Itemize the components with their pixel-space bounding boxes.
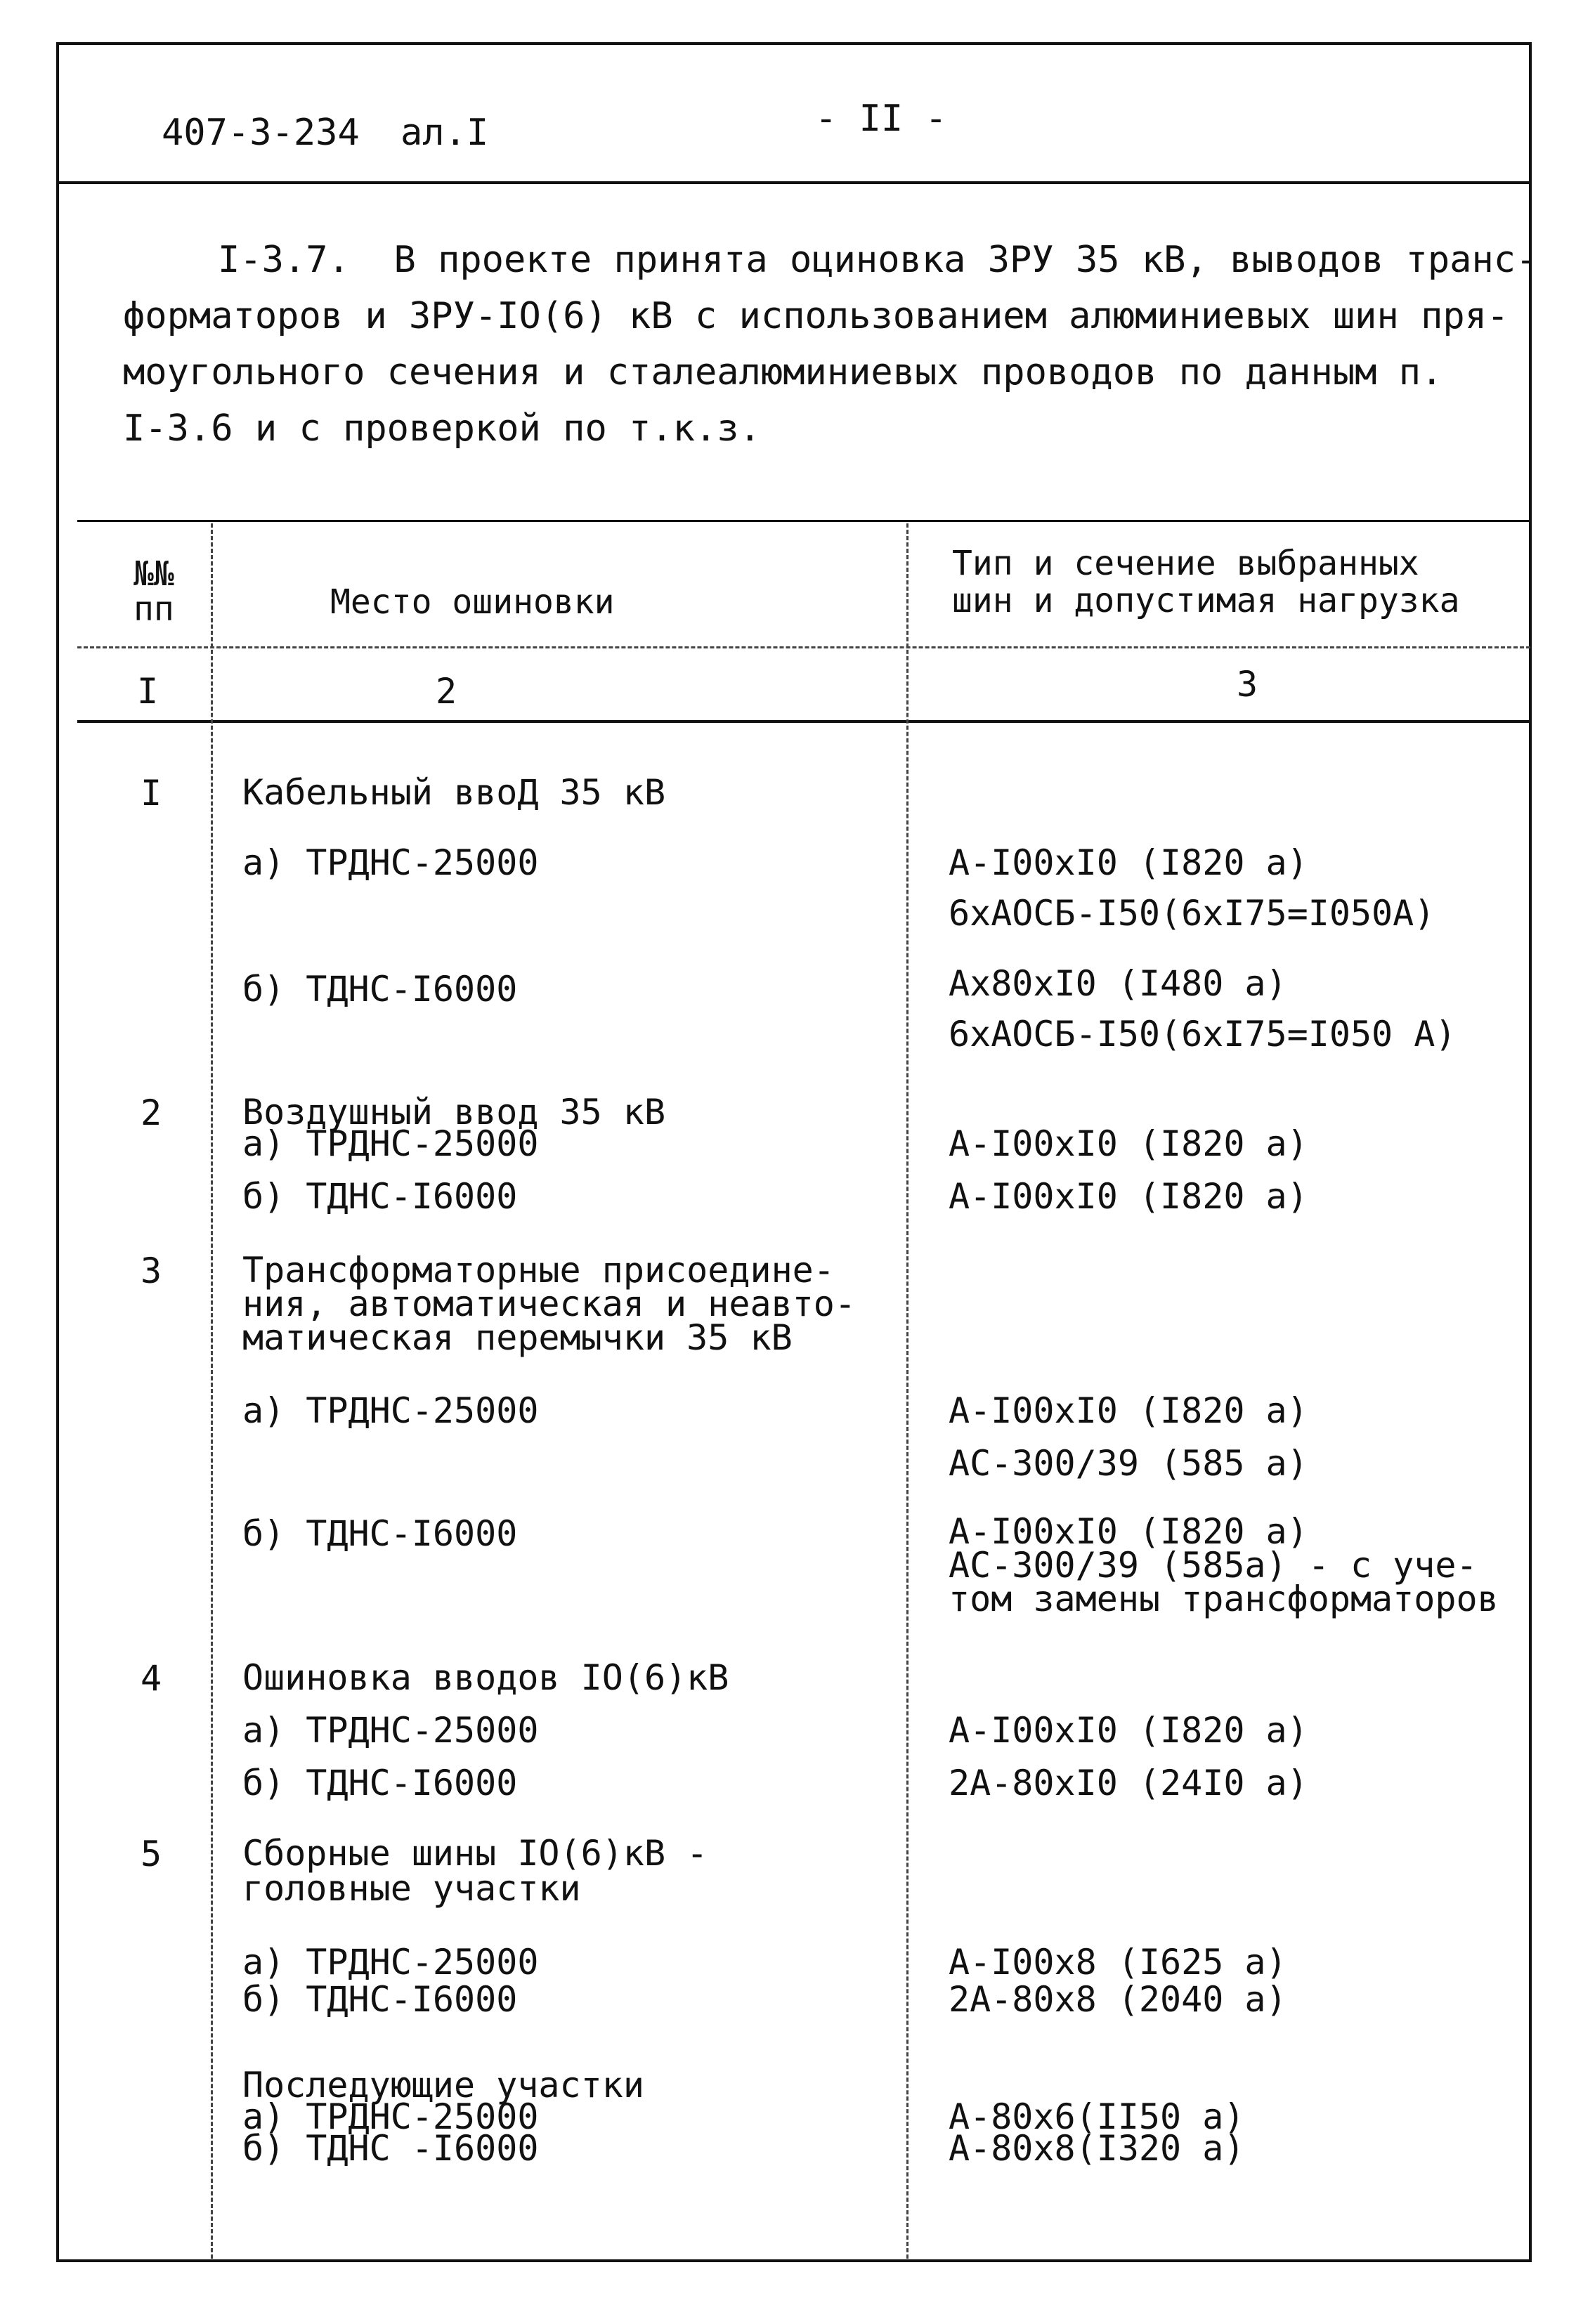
page-number: - II - (815, 98, 947, 140)
row-spec: 6хАОСБ-I50(6хI75=I050А) (949, 893, 1435, 934)
row-spec: А-80x8(I320 а) (949, 2128, 1245, 2169)
row-place: Последующие участки (242, 2065, 644, 2106)
col1-header-line1: №№ (133, 554, 174, 594)
doc-code: 407-3-234 (162, 112, 360, 154)
col-number-3: 3 (1237, 664, 1258, 705)
row-spec: 2А-80x8 (2040 а) (949, 1979, 1287, 2020)
row-place: б) ТДНС-I6000 (242, 1763, 518, 1803)
sheet-label: ал.I (400, 112, 489, 154)
row-place: а) ТРДНС-25000 (242, 1942, 539, 1983)
intro-paragraph (123, 232, 1538, 457)
paragraph-line: I-3.6 и с проверкой по т.к.з. (123, 407, 761, 450)
row-spec: А-I00xI0 (I820 а) (949, 1176, 1308, 1217)
column-divider-2 (906, 523, 909, 2259)
row-place: ния, автоматическая и неавто- (242, 1284, 856, 1324)
col3-header-line2: шин и допустимая нагрузка (952, 581, 1460, 620)
header-divider (58, 181, 1530, 184)
row-spec: А-I00xI0 (I820 а) (949, 842, 1308, 883)
row-spec: АС-300/39 (585 а) (949, 1443, 1308, 1484)
row-spec: АС-300/39 (585а) - с уче- (949, 1545, 1478, 1586)
col3-header-line1: Тип и сечение выбранных (952, 544, 1419, 583)
row-place: головные участки (242, 1868, 581, 1909)
table-header-dash-rule (77, 646, 1530, 648)
row-spec: А-I00x8 (I625 а) (949, 1942, 1287, 1983)
table-colnum-rule (77, 720, 1530, 723)
row-place: Кабельный ввоД 35 кВ (242, 772, 666, 813)
row-place: а) ТРДНС-25000 (242, 2096, 539, 2137)
row-number: 4 (141, 1658, 162, 1699)
row-number: 2 (141, 1092, 162, 1133)
row-place: б) ТДНС-I6000 (242, 969, 518, 1010)
table-top-rule (77, 520, 1530, 522)
row-number: 3 (141, 1251, 162, 1291)
row-place: Воздушный ввод 35 кВ (242, 1092, 666, 1132)
row-place: б) ТДНС-I6000 (242, 1979, 518, 2020)
row-number: 5 (141, 1834, 162, 1874)
row-place: а) ТРДНС-25000 (242, 842, 539, 883)
row-number: I (141, 773, 162, 814)
col-number-1: I (137, 671, 159, 712)
row-spec: Аx80xI0 (I480 а) (949, 963, 1287, 1004)
row-place: а) ТРДНС-25000 (242, 1123, 539, 1164)
row-spec: А-80x6(II50 а) (949, 2096, 1245, 2137)
row-place: Сборные шины IO(6)кВ - (242, 1833, 708, 1874)
row-spec: А-I00xI0 (I820 а) (949, 1123, 1308, 1164)
row-place: а) ТРДНС-25000 (242, 1390, 539, 1431)
paragraph-line: моугольного сечения и сталеалюминиевых проводов по данным п. (123, 351, 1443, 393)
row-place: б) ТДНС-I6000 (242, 1513, 518, 1554)
row-place: б) ТДНС -I6000 (242, 2128, 539, 2169)
row-place: матическая перемычки 35 кВ (242, 1317, 793, 1358)
row-place: а) ТРДНС-25000 (242, 1710, 539, 1751)
col1-header-line2: пп (133, 589, 174, 629)
row-place: Ошиновка вводов IO(6)кВ (242, 1657, 729, 1698)
row-place: Трансформаторные присоедине- (242, 1250, 835, 1291)
col-number-2: 2 (436, 671, 457, 712)
column-divider-1 (211, 523, 213, 2259)
row-spec: том замены трансформаторов (949, 1579, 1499, 1619)
row-spec: А-I00xI0 (I820 а) (949, 1511, 1308, 1552)
row-spec: 6хАОСБ-I50(6хI75=I050 А) (949, 1014, 1457, 1055)
row-spec: А-I00xI0 (I820 а) (949, 1710, 1308, 1751)
col2-header: Место ошиновки (330, 582, 615, 622)
row-place: б) ТДНС-I6000 (242, 1176, 518, 1217)
paragraph-line: форматоров и ЗРУ-IO(6) кВ с использованием алюминиевых шин пря- (123, 295, 1509, 337)
row-spec: А-I00xI0 (I820 а) (949, 1390, 1308, 1431)
row-spec: 2А-80xI0 (24I0 а) (949, 1763, 1308, 1803)
paragraph-line: I-3.7. В проекте принята оциновка ЗРУ 35 кВ, выводов транс- (218, 239, 1538, 281)
